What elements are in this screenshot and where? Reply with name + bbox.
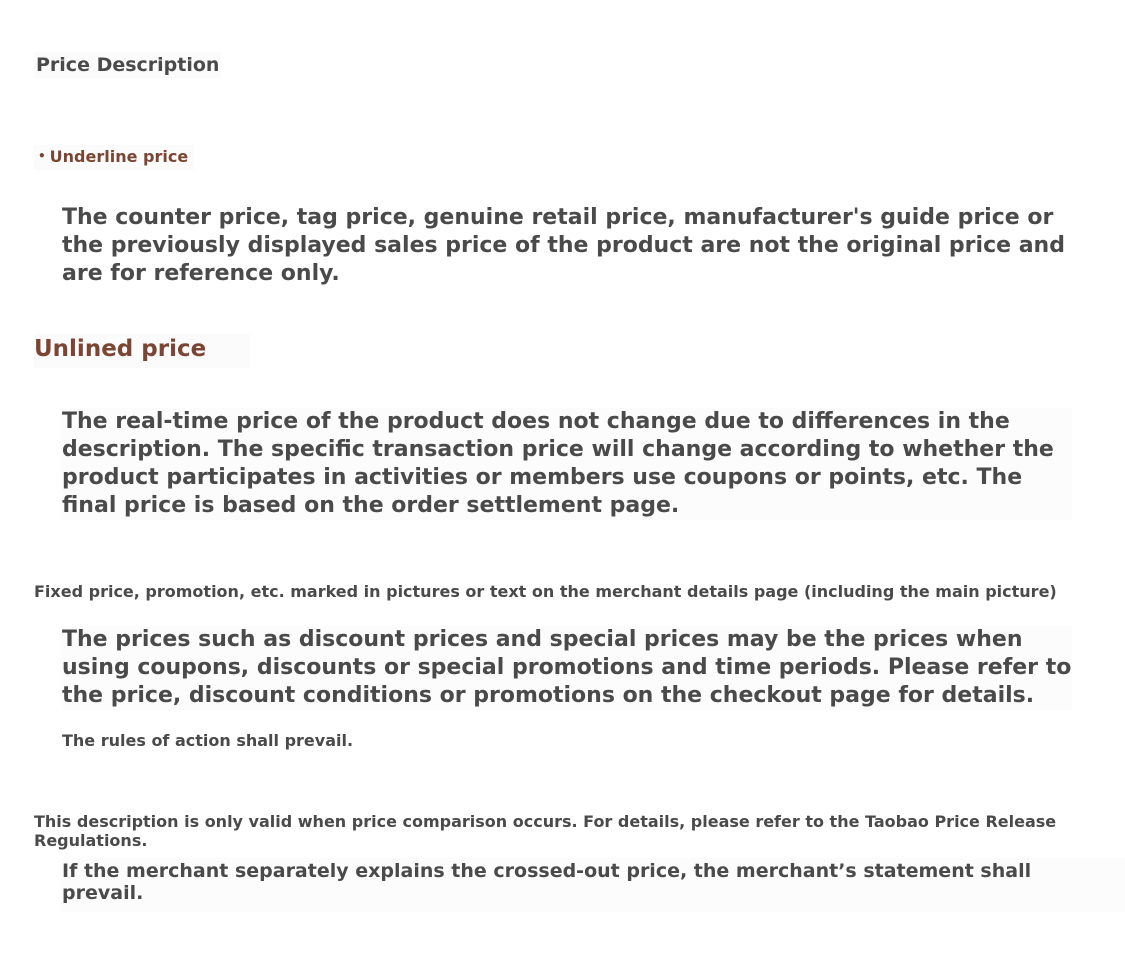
fixed-price-heading: Fixed price, promotion, etc. marked in pictures or text on the merchant details page (including the main picture) [34,582,1057,601]
underline-price-heading [34,145,194,170]
unlined-price-heading: Unlined price [34,334,250,368]
validity-heading: This description is only valid when price comparison occurs. For details, please refer to the Taobao Price Release Regulations. [34,812,1057,850]
fixed-price-description: The prices such as discount prices and special prices may be the prices when using coupons, discounts or special promotions and time periods. Please refer to the price, discount conditions or promotions on the checkout page for details. [62,627,1072,708]
merchant-statement: If the merchant separately explains the crossed-out price, the merchant’s statement shall prevail. [62,858,1125,912]
underline-price-description: The counter price, tag price, genuine retail price, manufacturer's guide price or the previously displayed sales price of the product are not the original price and are for reference only. [62,205,1065,286]
fixed-price-note: The rules of action shall prevail. [62,731,354,750]
unlined-price-description: The real-time price of the product does not change due to differences in the description. The specific transaction price will change according to whether the product participates in activities or members use coupons or points, etc. The final price is based on the order settlement page. [62,408,1072,520]
page-title: Price Description [36,54,220,76]
bullet-icon: • [38,149,46,163]
underline-price-label: Underline price [49,147,189,166]
